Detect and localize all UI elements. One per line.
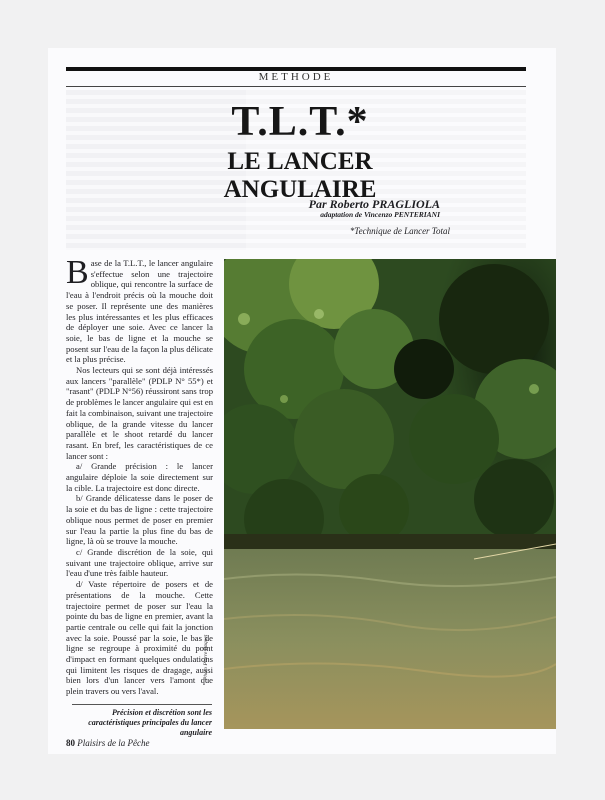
article-body (66, 254, 213, 697)
paragraph-6: d/ Vaste répertoire de posers et de présentations de la mouche. Cette trajectoire permet de poser sur l'eau la pointe du bas de ligne en premier, avant la partie centrale ou celle qui fait la jonction avec la soie. Poussé par la soie, le bas de ligne se regroupe à proximité du point d'impact en formant quelques ondulations qui limitent les risques de dragage, aussi bien lors d'un lancer vers l'amont que plein travers ou vers l'aval. (66, 579, 213, 697)
author-byline: Par Roberto PRAGLIOLA (308, 197, 440, 211)
drop-cap: B (66, 254, 89, 291)
paragraph-5: c/ Grande discrétion de la soie, qui suivant une trajectoire oblique, arrive sur l'eau d'une très faible hauteur. (66, 546, 213, 579)
header-rule-thin (66, 86, 526, 87)
caption-rule (72, 704, 212, 705)
magazine-name: Plaisirs de la Pêche (77, 738, 150, 748)
title-footnote: *Technique de Lancer Total (349, 226, 450, 236)
paragraph-3: a/ Grande précision : le lancer angulaire déploie la soie directement sur la cible. La trajectoire est donc directe. (66, 461, 213, 493)
paragraph-2: Nos lecteurs qui se sont déjà intéressés aux lancers "parallèle" (PDLP N° 55*) et "rasant" (PDLP N°56) réussiront sans trop de problèmes le lancer angulaire qui est en fait la combinaison, suivant une trajectoire oblique, de la grande vitesse du lancer parallèle et le shoot retardé du lancer rasant. En bref, les caractéristiques de ce lancer sont : (66, 365, 213, 461)
river-photo (224, 259, 556, 729)
article-title: T.L.T.* (231, 99, 369, 145)
paragraph-4: b/ Grande délicatesse dans le poser de la soie et du bas de ligne : cette trajectoire oblique nous permet de poser en premier sur l'eau la partie la plus fine du bas de ligne, là où se trouve la mouche. (66, 493, 213, 547)
article-subtitle: LE LANCER ANGULAIRE (223, 148, 377, 203)
photo-caption: Précision et discrétion sont les caractéristiques principales du lancer angulaire (88, 708, 212, 737)
paragraph-1: Base de la T.L.T., le lancer angulaire s'effectue selon une trajectoire oblique, qui rencontre la surface de l'eau à l'endroit précis où la mouche doit se poser. Il représente une des manières les plus intéressantes et les plus efficaces de déployer une soie. Avec ce lancer la soie, le bas de ligne et la mouche se posent sur l'eau de la façon la plus délicate et la plus précise. (66, 254, 213, 365)
photo-credit: Photo Pierre Baquet (203, 634, 209, 680)
river-water (224, 549, 556, 729)
page-number: 80 (66, 738, 75, 748)
adaptation-credit: adaptation de Vincenzo PENTERIANI (320, 210, 440, 219)
page-folio (66, 738, 149, 748)
section-label: METHODE (258, 71, 334, 83)
